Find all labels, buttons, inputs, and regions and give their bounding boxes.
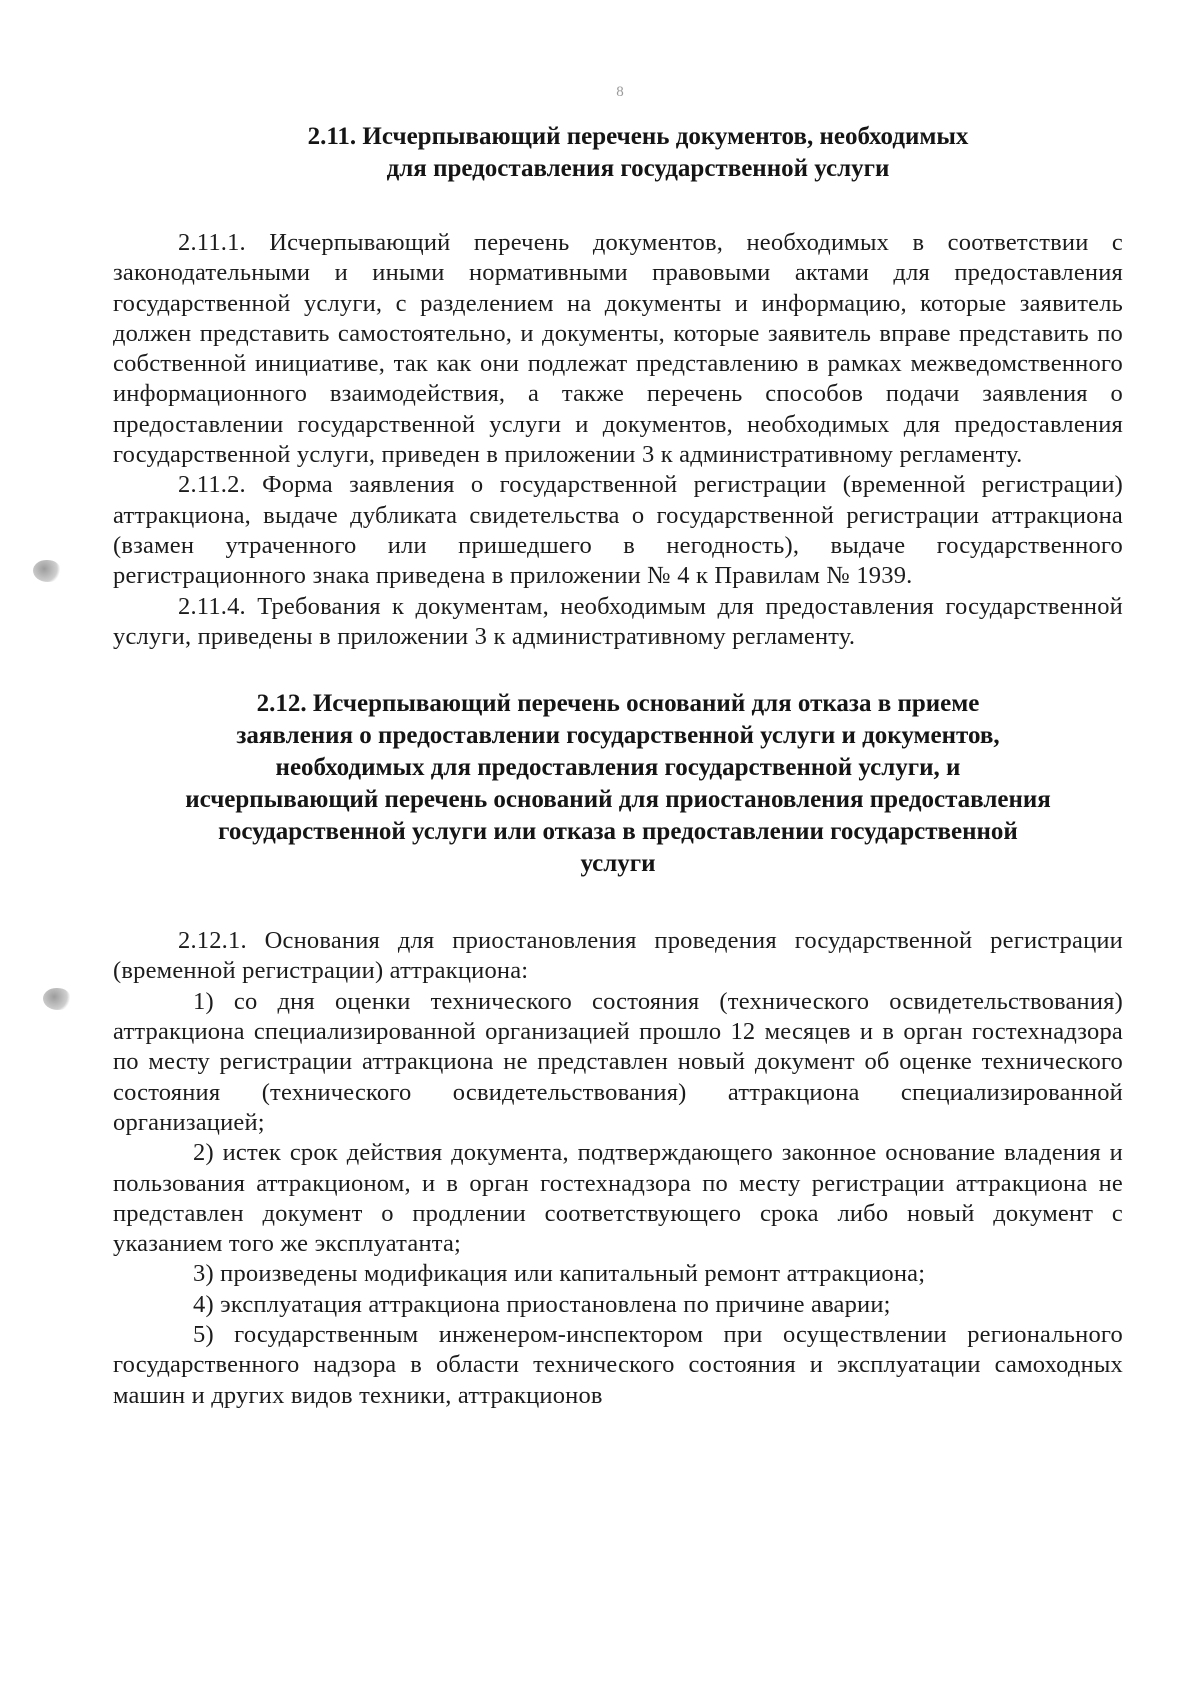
section-heading-2-11 bbox=[153, 121, 1123, 185]
list-item-5: 5) государственным инженером-инспектором при осуществлении регионального государственного надзора в области технического состояния и эксплуатации самоходных машин и других видов техники, аттракционов bbox=[113, 1321, 1123, 1409]
heading-line: необходимых для предоставления государственной услуги, и bbox=[275, 754, 961, 782]
heading-line: для предоставления государственной услуги bbox=[386, 155, 890, 182]
paragraph-2-11-1: 2.11.1. Исчерпывающий перечень документов, необходимых в соответствии с законодательными и иными нормативными правовыми актами для предоставления государственной услуги, с разделением на документы и информацию, которые заявитель должен представить самостоятельно, и документы, которые заявитель вправе представить по собственной инициативе, так как они подлежат представлению в рамках межведомственного информационного взаимодействия, а также перечень способов подачи заявления о предоставлении государственной услуги и документов, необходимых для предоставления государственной услуги, приведен в приложении 3 к административному регламенту. bbox=[113, 229, 1123, 469]
paragraph-2-11-2: 2.11.2. Форма заявления о государственной регистрации (временной регистрации) аттракциона, выдаче дубликата свидетельства о государственной регистрации аттракциона (взамен утраченного или пришедшего в негодность), выдаче государственного регистрационного знака приведена в приложении № 4 к Правилам № 1939. bbox=[113, 471, 1123, 590]
heading-line: 2.11. Исчерпывающий перечень документов, необходимых bbox=[307, 123, 969, 150]
page-number: 8 bbox=[616, 84, 624, 100]
heading-line: 2.12. Исчерпывающий перечень оснований для отказа в приеме bbox=[256, 690, 980, 718]
list-item-4: 4) эксплуатация аттракциона приостановлена по причине аварии; bbox=[193, 1290, 891, 1318]
heading-line: государственной услуги или отказа в предоставлении государственной bbox=[218, 818, 1018, 846]
paragraph-2-12-1: 2.12.1. Основания для приостановления проведения государственной регистрации (временной регистрации) аттракциона: bbox=[113, 927, 1123, 985]
paragraph-2-11-4: 2.11.4. Требования к документам, необходимым для предоставления государственной услуги, приведены в приложении 3 к административному регламенту. bbox=[113, 592, 1123, 650]
section-heading-2-12 bbox=[113, 688, 1123, 880]
heading-line: заявления о предоставлении государственной услуги и документов, bbox=[236, 722, 1000, 750]
section-body-2-12 bbox=[113, 926, 1123, 1411]
heading-line: исчерпывающий перечень оснований для приостановления предоставления bbox=[185, 786, 1051, 814]
heading-line: услуги bbox=[580, 850, 656, 878]
list-item-2: 2) истек срок действия документа, подтверждающего законное основание владения и пользования аттракционом, и в орган гостехнадзора по месту регистрации аттракциона не представлен документ о продлении соответствующего срока либо новый документ с указанием того же эксплуатанта; bbox=[113, 1139, 1123, 1258]
list-item-1: 1) со дня оценки технического состояния (технического освидетельствования) аттракциона специализированной организацией прошло 12 месяцев и в орган гостехнадзора по месту регистрации аттракциона не представлен новый документ об оценке технического состояния (технического освидетельствования) аттракциона специализированной организацией; bbox=[113, 987, 1123, 1136]
scan-hole-mark bbox=[33, 560, 61, 582]
section-body-2-11 bbox=[113, 228, 1123, 652]
list-item-3: 3) произведены модификация или капитальный ремонт аттракциона; bbox=[193, 1260, 926, 1288]
document-body bbox=[113, 121, 1123, 1411]
scan-hole-mark bbox=[43, 988, 71, 1010]
